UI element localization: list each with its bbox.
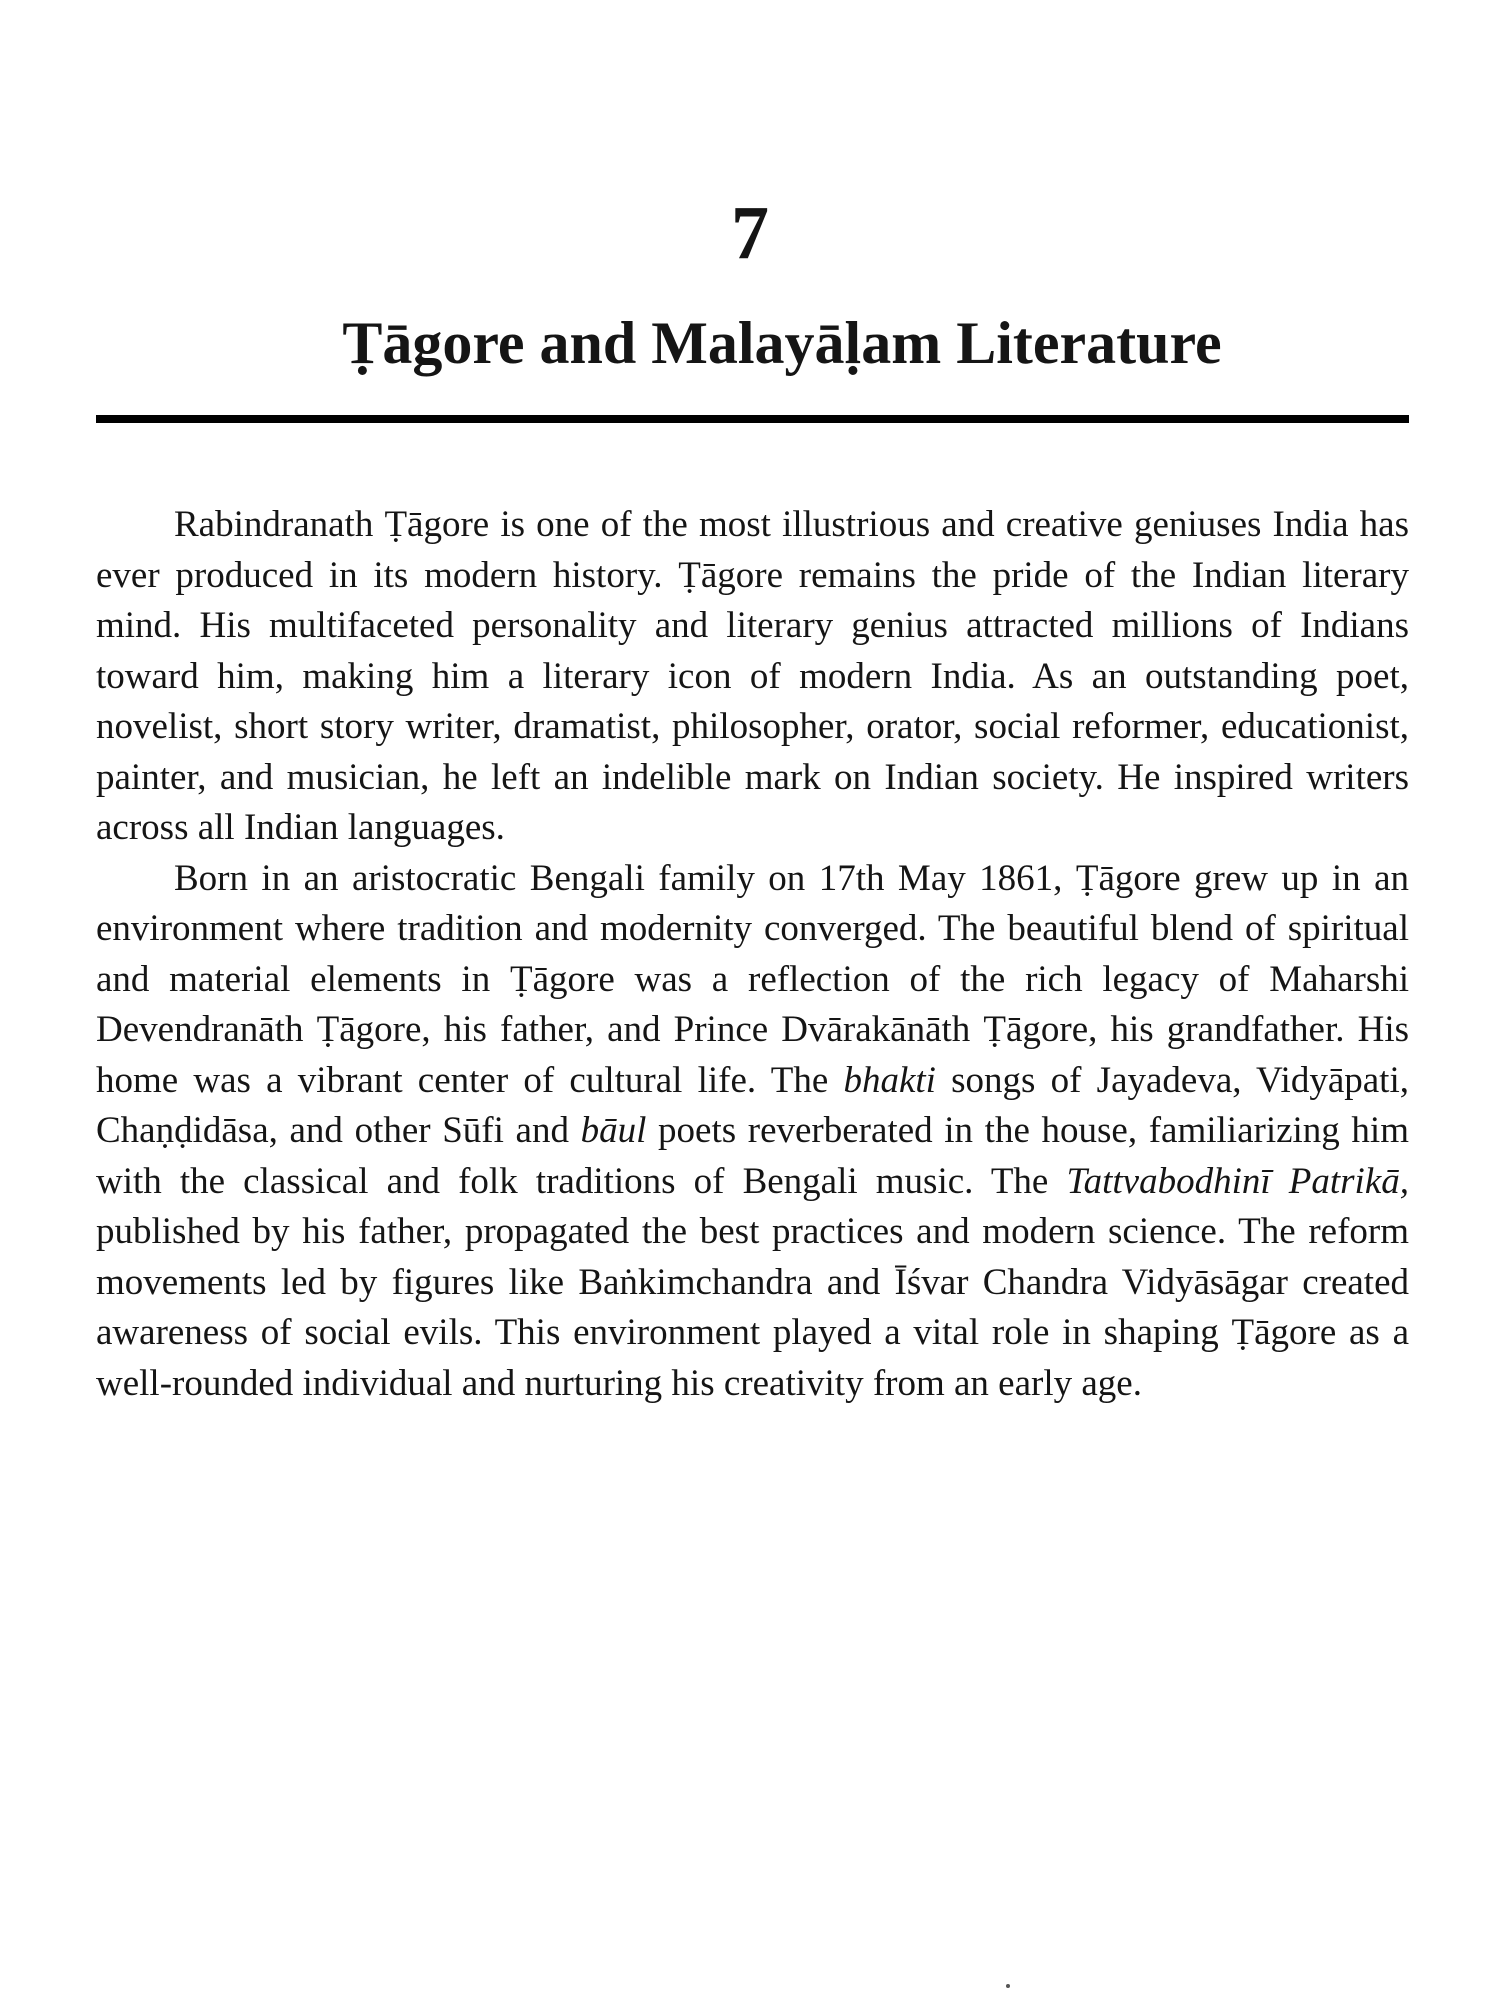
italic-term-bhakti: bhakti [843, 1059, 936, 1101]
paragraph-2-text: published by his father, propagated the best practices and modern science. The reform movements led by figures like Baṅkimchandra and Īśvar Chandra Vidyāsāgar created awareness of social evils. This environment played a vital role in shaping Ṭāgore as a well-rounded individual and nurturing his creativity from an early age. [96, 1211, 1409, 1404]
print-speck [1006, 1984, 1010, 1988]
paragraph-2-text: poets reverberated in the house, familiarizing him with the classical and folk traditions of Bengali music. The [96, 1110, 1409, 1202]
paragraph-2 [96, 854, 1409, 1410]
paragraph-2-text: Born in an aristocratic Bengali family on 17th May 1861, Ṭāgore grew up in an environment where tradition and modernity converged. The beautiful blend of spiritual and material elements in Ṭāgore was a reflection of the rich legacy of Maharshi Devendranāth Ṭāgore, his father, and Prince Dvārakānāth Ṭāgore, his grandfather. His home was a vibrant center of cultural life. The [96, 857, 1409, 1101]
title-rule [96, 415, 1409, 423]
chapter-title: Ṭāgore and Malayāḷam Literature [342, 310, 1222, 376]
italic-term-baul: bāul [580, 1110, 647, 1151]
italic-title-patrika: Tattvabodhinī Patrikā, [1066, 1160, 1409, 1202]
paragraph-1: Rabindranath Ṭāgore is one of the most illustrious and creative geniuses India has ever produced in its modern history. Ṭāgore remains the pride of the Indian literary mind. His multifaceted personality and literary genius attracted millions of Indians toward him, making him a literary icon of modern India. As an outstanding poet, novelist, short story writer, dramatist, philosopher, orator, social reformer, educationist, painter, and musician, he left an indelible mark on Indian society. He inspired writers across all Indian languages. [96, 504, 1409, 848]
chapter-number: 7 [731, 191, 769, 275]
paragraph-2-text: songs of Jayadeva, Vidyāpati, Chaṇḍidāsa, and other Sūfi and [96, 1059, 1409, 1151]
chapter-body [96, 500, 1409, 1409]
